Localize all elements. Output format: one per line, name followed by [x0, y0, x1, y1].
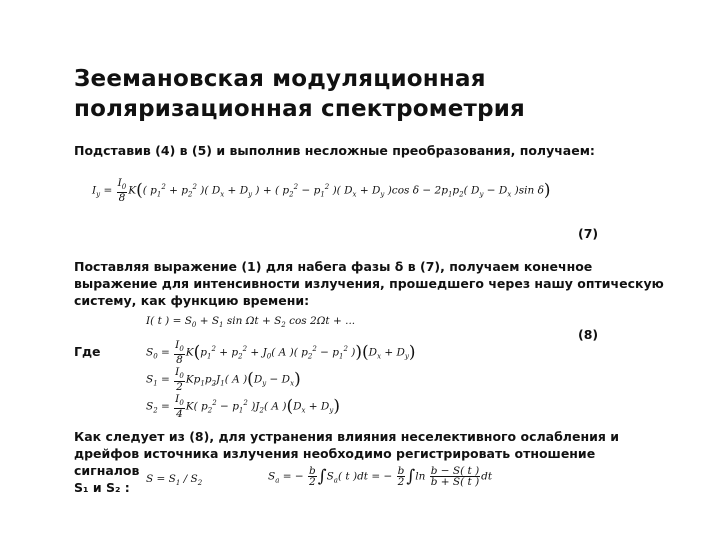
- equation-8-number: (8): [578, 327, 599, 342]
- slide-title: [74, 64, 525, 124]
- paragraph-3-line-1: Как следует из (8), для устранения влияния неселективного ослабления и: [74, 429, 619, 444]
- equation-s1: $S_1$ = $\frac{I_0}{2}$ $Kp_1p_2J_1$( A )$(D_y - D_x)$: [146, 366, 301, 394]
- equation-s0: $S_0$ = $\frac{I_0}{8}$ $K(p_1^2 + p_2^2 + J_0$( A )( $p_2^2 - p_1^2$ ))$(D_x + D_y)$: [146, 339, 416, 367]
- paragraph-3-line-2: дрейфов источника излучения необходимо регистрировать отношение сигналов: [74, 446, 596, 478]
- equation-integral: $S_a$ = − $\frac{b}{2}$ $\int S_a$( t )dt = − $\frac{b}{2}$ ∫ln $\frac{b - S( t )}{b + S( t )}$ dt: [268, 465, 493, 488]
- equation-ratio: $S = S_1 / S_2$: [146, 473, 203, 488]
- title-line-1: Зеемановская модуляционная: [74, 66, 486, 92]
- where-label: Где: [74, 344, 101, 359]
- title-line-2: поляризационная спектрометрия: [74, 96, 526, 122]
- paragraph-1: Подставив (4) в (5) и выполнив несложные преобразования, получаем:: [74, 143, 595, 158]
- paragraph-2: Поставляя выражение (1) для набега фазы δ в (7), получаем конечное выражение для интенсивности излучения, прошедшего через нашу оптическую систему, как функцию времени:: [74, 259, 664, 308]
- paragraph-3-line-3: S₁ и S₂ :: [74, 480, 130, 495]
- equation-8: I( t ) = $S_0 + S_1$ $\sin \Omega t + S_2$ cos 2Ωt + ...: [146, 315, 356, 330]
- equation-7-number: (7): [578, 226, 599, 241]
- equation-7: $I_y$ = $\frac{I_0}{8}$ K(( $p_1^2 + p_2^2$ )( $D_x + D_y$ ) + ( $p_2^2 - p_1^2$ )( $D_x + D_y$ )cos $\delta - 2p_1p_2$( $D_y - D_x$ )sin δ): [92, 177, 551, 205]
- equation-s2: $S_2$ = $\frac{I_0}{4}$ K( $p_2^2 - p_1^2$ )$J_2$( A )$(D_x + D_y)$: [146, 393, 340, 421]
